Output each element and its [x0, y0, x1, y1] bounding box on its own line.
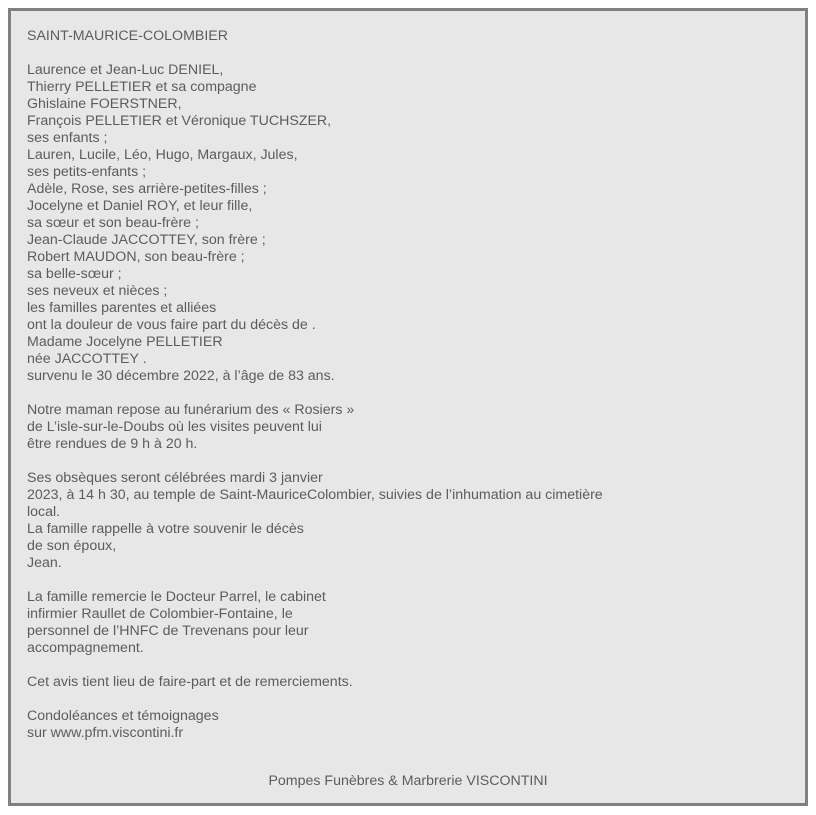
blank-line [27, 453, 797, 470]
notice-line: La famille rappelle à votre souvenir le décès [27, 521, 304, 537]
notice-line: sa sœur et son beau-frère ; [27, 215, 199, 231]
notice-line: SAINT-MAURICE-COLOMBIER [27, 28, 229, 44]
notice-line: 2023, à 14 h 30, au temple de Saint-MauriceColombier, suivies de l’inhumation au cimetière [27, 487, 603, 503]
notice-line: François PELLETIER et Véronique TUCHSZER, [27, 113, 332, 129]
obituary-notice [8, 8, 808, 806]
notice-line: ont la douleur de vous faire part du décès de . [27, 317, 316, 333]
notice-line: Condoléances et témoignages [27, 708, 219, 724]
notice-line: Robert MAUDON, son beau-frère ; [27, 249, 245, 265]
blank-line [27, 691, 797, 708]
blank-line [27, 385, 797, 402]
notice-line: ses neveux et nièces ; [27, 283, 168, 299]
notice-line: personnel de l’HNFC de Trevenans pour leur [27, 623, 309, 639]
notice-line: de L’isle-sur-le-Doubs où les visites peuvent lui [27, 419, 322, 435]
notice-line: infirmier Raullet de Colombier-Fontaine, le [27, 606, 293, 622]
notice-line: Laurence et Jean-Luc DENIEL, [27, 62, 224, 78]
notice-line: née JACCOTTEY . [27, 351, 147, 367]
blank-line [27, 657, 797, 674]
notice-line: accompagnement. [27, 640, 144, 656]
notice-line: ses enfants ; [27, 130, 108, 146]
blank-line [27, 45, 797, 62]
notice-line: sa belle-sœur ; [27, 266, 122, 282]
notice-body [27, 28, 797, 742]
notice-line: Ghislaine FOERSTNER, [27, 96, 182, 112]
blank-line [27, 572, 797, 589]
notice-line: La famille remercie le Docteur Parrel, le cabinet [27, 589, 326, 605]
notice-line: Thierry PELLETIER et sa compagne [27, 79, 257, 95]
notice-line: de son époux, [27, 538, 117, 554]
notice-line: local. [27, 504, 61, 520]
notice-line: ses petits-enfants ; [27, 164, 147, 180]
notice-line: être rendues de 9 h à 20 h. [27, 436, 198, 452]
notice-line: Jean-Claude JACCOTTEY, son frère ; [27, 232, 266, 248]
notice-line: les familles parentes et alliées [27, 300, 217, 316]
notice-line: Madame Jocelyne PELLETIER [27, 334, 223, 350]
notice-line: Adèle, Rose, ses arrière-petites-filles ; [27, 181, 267, 197]
notice-footer: Pompes Funèbres & Marbrerie VISCONTINI [268, 773, 548, 789]
notice-line: Notre maman repose au funérarium des « Rosiers » [27, 402, 355, 418]
notice-line: Jean. [27, 555, 62, 571]
notice-line: Cet avis tient lieu de faire-part et de remerciements. [27, 674, 353, 690]
notice-line: survenu le 30 décembre 2022, à l’âge de 83 ans. [27, 368, 335, 384]
notice-line: Ses obsèques seront célébrées mardi 3 janvier [27, 470, 323, 486]
notice-line: Lauren, Lucile, Léo, Hugo, Margaux, Jules, [27, 147, 298, 163]
notice-line: sur www.pfm.viscontini.fr [27, 725, 184, 741]
notice-line: Jocelyne et Daniel ROY, et leur fille, [27, 198, 253, 214]
